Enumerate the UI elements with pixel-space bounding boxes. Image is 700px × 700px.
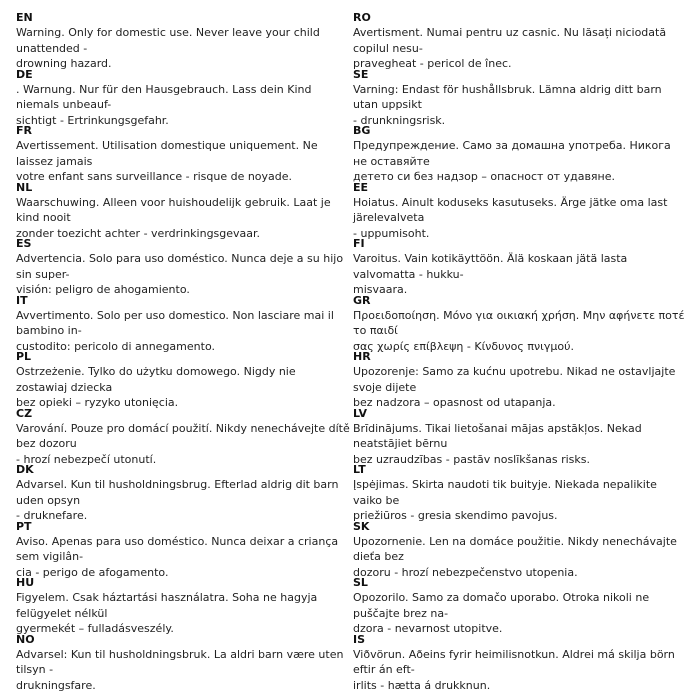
warning-text (353, 82, 687, 129)
warning-text (353, 195, 687, 242)
warning-entry-fr (16, 124, 350, 185)
warning-entry-de (16, 68, 350, 129)
warning-text (353, 590, 687, 637)
warning-text (353, 25, 687, 72)
warning-text-line: priežiūros - gresia skendimo pavojus. (353, 509, 558, 522)
language-code: HR (353, 350, 371, 363)
warning-text-line: dozoru - hrozí nebezpečenstvo utopenia. (353, 565, 578, 579)
language-code: HU (16, 576, 35, 589)
warning-text (16, 195, 350, 242)
warning-text (16, 590, 350, 637)
warning-text-line: Upozornenie. Len na domáce použitie. Nikdy nenechávajte dieťa bez (353, 534, 677, 563)
warning-text-line: gyermekét – fulladásveszély. (16, 622, 174, 635)
warning-text-line: Avertissement. Utilisation domestique uniquement. Ne laissez jamais (16, 139, 318, 168)
warning-entry-en (16, 11, 350, 72)
warning-text (16, 138, 350, 185)
warning-entry-hr (353, 350, 687, 411)
warning-text-line: votre enfant sans surveillance - risque de noyade. (16, 170, 293, 183)
warning-text-line: Ostrzeżenie. Tylko do użytku domowego. Nigdy nie zostawiaj dziecka (16, 365, 296, 394)
warning-text (353, 251, 687, 298)
warning-text-line: drowning hazard. (16, 57, 112, 70)
warning-text-line: - drunkningsrisk. (353, 113, 446, 127)
language-code: BG (353, 124, 371, 137)
warning-text-line: zonder toezicht achter - verdrinkingsgevaar. (16, 226, 261, 240)
warning-entry-dk (16, 463, 350, 524)
warning-text (16, 421, 350, 468)
language-code: DE (16, 67, 33, 81)
warning-text-line: Viðvörun. Aðeins fyrir heimilisnotkun. Aldrei má skilja börn eftir án eft- (353, 647, 675, 676)
warning-text (353, 308, 687, 355)
language-code: DK (16, 463, 34, 476)
warning-text-line: Varování. Pouze pro domácí použití. Nikdy nenechávejte dítě bez dozoru (16, 421, 350, 450)
warning-entry-lt (353, 463, 687, 524)
warning-text-line: visión: peligro de ahogamiento. (16, 283, 190, 296)
warning-entry-gr (353, 294, 687, 355)
language-code: SL (353, 576, 368, 589)
warning-text-line: Varning: Endast för hushållsbruk. Lämna aldrig ditt barn utan uppsikt (353, 82, 662, 111)
warning-text-line: Figyelem. Csak háztartási használatra. Soha ne hagyja felügyelet nélkül (16, 591, 318, 620)
warning-text-line: Varoitus. Vain kotikäyttöön. Älä koskaan jätä lasta valvomatta - hukku- (353, 252, 628, 281)
language-code: IS (353, 632, 366, 646)
warning-text (16, 534, 350, 581)
warning-text-line: dzora - nevarnost utopitve. (353, 622, 503, 635)
warning-text-line: sichtigt - Ertrinkungsgefahr. (16, 113, 169, 127)
warning-text-line: cia - perigo de afogamento. (16, 565, 169, 579)
warning-text-line: pravegheat - pericol de înec. (353, 57, 512, 70)
warning-text-line: - hrozí nebezpečí utonutí. (16, 452, 157, 466)
warning-text-line: Προειδοποίηση. Μόνο για οικιακή χρήση. Μην αφήνετε ποτέ το παιδί (353, 308, 685, 337)
warning-text (16, 647, 350, 694)
warning-entry-cz (16, 407, 350, 468)
warning-text (16, 364, 350, 411)
warning-entry-sl (353, 576, 687, 637)
warning-text (16, 251, 350, 298)
warning-entry-hu (16, 576, 350, 637)
warning-entry-sk (353, 520, 687, 581)
language-code: LV (353, 406, 368, 420)
warning-text (16, 25, 350, 72)
warning-text (353, 534, 687, 581)
language-code: SK (353, 519, 370, 533)
warning-text-line: Avertisment. Numai pentru uz casnic. Nu lăsați niciodată copilul nesu- (353, 26, 667, 55)
language-code: EN (16, 11, 33, 24)
warning-entry-fi (353, 237, 687, 298)
warning-entry-no (16, 633, 350, 694)
warning-text (16, 308, 350, 355)
warning-text-line: Warning. Only for domestic use. Never leave your child unattended - (16, 26, 320, 55)
language-code: LT (353, 463, 366, 476)
warning-entry-es (16, 237, 350, 298)
warning-text-line: Advertencia. Solo para uso doméstico. Nunca deje a su hijo sin super- (16, 252, 344, 281)
language-code: FR (16, 124, 32, 137)
warning-text-line: - druknefare. (16, 509, 88, 522)
language-code: NO (16, 632, 35, 646)
warning-text-line: Avvertimento. Solo per uso domestico. Non lasciare mai il bambino in- (16, 308, 334, 337)
warning-text (16, 82, 350, 129)
language-code: SE (353, 67, 369, 81)
warning-text-line: - uppumisoht. (353, 226, 430, 240)
warning-text-line: σας χωρίς επίβλεψη - Κίνδυνος πνιγμού. (353, 339, 574, 353)
warning-text-line: irlits - hætta á drukknun. (353, 678, 491, 692)
warning-text-line: drukningsfare. (16, 678, 96, 692)
warning-text (353, 364, 687, 411)
warning-text-line: Aviso. Apenas para uso doméstico. Nunca deixar a criança sem vigilân- (16, 534, 339, 563)
language-code: IT (16, 293, 28, 307)
warning-text-line: bez nadzora – opasnost od utapanja. (353, 396, 556, 409)
language-code: GR (353, 293, 371, 307)
language-code: RO (353, 11, 371, 24)
warning-text (16, 477, 350, 524)
warning-entry-it (16, 294, 350, 355)
warning-text-line: bez opieki – ryzyko utonięcia. (16, 396, 179, 409)
warning-entry-bg (353, 124, 687, 185)
language-code: PL (16, 350, 32, 363)
warning-entry-nl (16, 181, 350, 242)
warning-text-line: Upozorenje: Samo za kućnu upotrebu. Nikad ne ostavljajte svoje dijete (353, 365, 676, 394)
warning-text-line: Įspėjimas. Skirta naudoti tik buityje. Niekada nepalikite vaiko be (353, 478, 657, 507)
language-code: ES (16, 237, 32, 250)
warning-entry-pl (16, 350, 350, 411)
warning-entry-ro (353, 11, 687, 72)
warning-text-line: Brīdinājums. Tikai lietošanai mājas apstākļos. Nekad neatstājiet bērnu (353, 421, 642, 450)
warning-text (353, 647, 687, 694)
warning-text-line: детето си без надзор – опасност от удавяне. (353, 170, 615, 183)
warning-entry-ee (353, 181, 687, 242)
warning-entry-is (353, 633, 687, 694)
warning-entry-se (353, 68, 687, 129)
warning-text (353, 477, 687, 524)
warning-text-line: Waarschuwing. Alleen voor huishoudelijk gebruik. Laat je kind nooit (16, 195, 331, 224)
warning-entry-lv (353, 407, 687, 468)
language-code: PT (16, 519, 32, 533)
warning-text-line: Advarsel. Kun til husholdningsbrug. Efterlad aldrig dit barn uden opsyn (16, 478, 339, 507)
warning-text-line: . Warnung. Nur für den Hausgebrauch. Lass dein Kind niemals unbeauf- (16, 82, 312, 111)
warning-text (353, 138, 687, 185)
warning-text-line: Advarsel: Kun til husholdningsbruk. La aldri barn være uten tilsyn - (16, 647, 344, 676)
warning-entry-pt (16, 520, 350, 581)
language-code: CZ (16, 406, 33, 420)
language-code: NL (16, 180, 33, 194)
warning-text-line: Hoiatus. Ainult koduseks kasutuseks. Ärge jätke oma last järelevalveta (353, 195, 668, 224)
warning-text-line: misvaara. (353, 283, 408, 296)
language-code: FI (353, 237, 365, 250)
warning-text-line: Opozorilo. Samo za domačo uporabo. Otroka nikoli ne puščajte brez na- (353, 591, 650, 620)
language-code: EE (353, 180, 369, 194)
warning-text-line: bez uzraudzības - pastāv noslīkšanas risks. (353, 452, 590, 466)
warning-text-line: Предупреждение. Само за домашна употреба. Никога не оставяйте (353, 139, 671, 168)
warning-text (353, 421, 687, 468)
warning-text-line: custodito: pericolo di annegamento. (16, 339, 215, 353)
